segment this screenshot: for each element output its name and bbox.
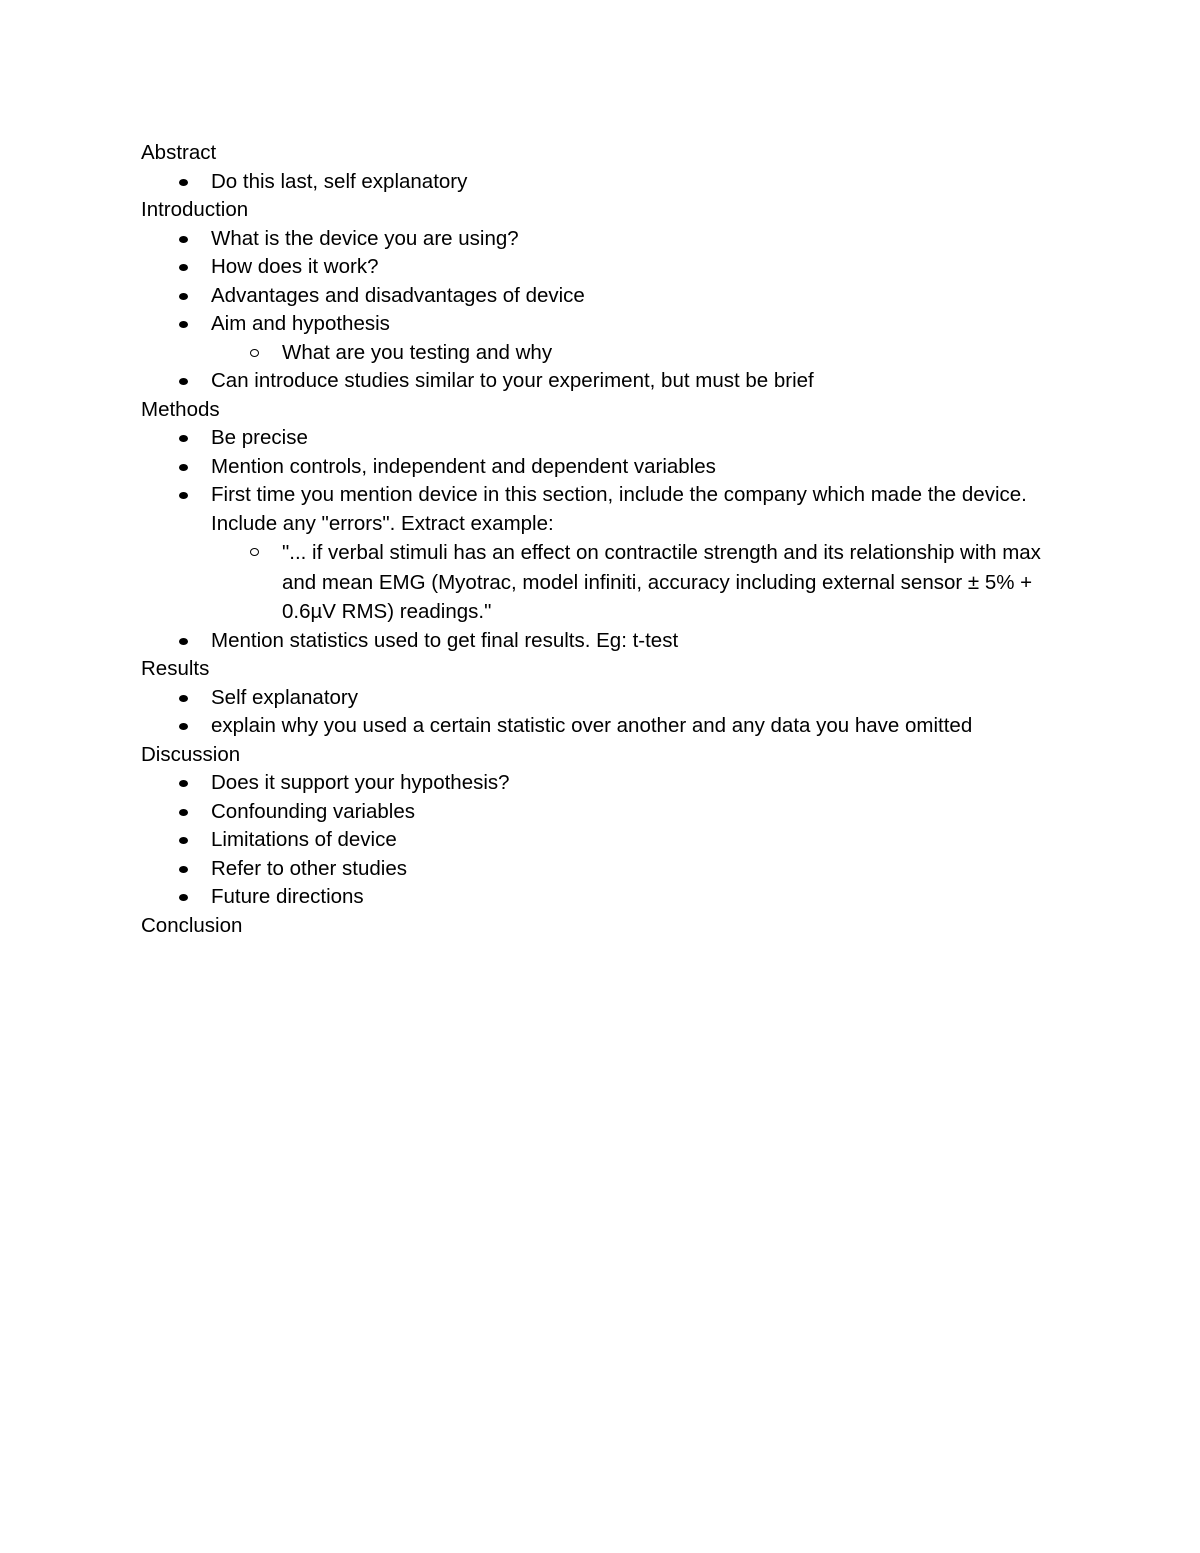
bullet-disc-icon xyxy=(179,435,188,442)
introduction-sublist xyxy=(141,339,1061,368)
list-item: First time you mention device in this section, include the company which made the device. Include any "errors". Extract example: xyxy=(141,481,1061,538)
bullet-disc-icon xyxy=(179,321,188,328)
bullet-disc-icon xyxy=(179,492,188,499)
methods-list xyxy=(141,424,1061,538)
bullet-disc-icon xyxy=(179,866,188,873)
discussion-list xyxy=(141,769,1061,912)
list-item: explain why you used a certain statistic over another and any data you have omitted xyxy=(141,712,1061,741)
introduction-list-continued xyxy=(141,367,1061,396)
list-item: Does it support your hypothesis? xyxy=(141,769,1061,798)
sub-list-item: What are you testing and why xyxy=(141,339,1061,368)
list-item: How does it work? xyxy=(141,253,1061,282)
section-heading-introduction: Introduction xyxy=(141,198,249,221)
abstract-list xyxy=(141,168,1061,197)
methods-list-continued xyxy=(141,627,1061,656)
list-item: Limitations of device xyxy=(141,826,1061,855)
bullet-disc-icon xyxy=(179,894,188,901)
list-item: Do this last, self explanatory xyxy=(141,168,1061,197)
list-item: Mention controls, independent and dependent variables xyxy=(141,453,1061,482)
section-heading-results: Results xyxy=(141,657,210,680)
list-item: Can introduce studies similar to your experiment, but must be brief xyxy=(141,367,1061,396)
list-item: Advantages and disadvantages of device xyxy=(141,282,1061,311)
list-item: Self explanatory xyxy=(141,684,1061,713)
bullet-circle-icon xyxy=(250,548,259,556)
bullet-disc-icon xyxy=(179,638,188,645)
section-heading-discussion: Discussion xyxy=(141,742,241,766)
list-item: Aim and hypothesis xyxy=(141,310,1061,339)
bullet-disc-icon xyxy=(179,179,188,186)
list-item: What is the device you are using? xyxy=(141,225,1061,254)
bullet-circle-icon xyxy=(250,349,259,357)
bullet-disc-icon xyxy=(179,809,188,816)
bullet-disc-icon xyxy=(179,837,188,844)
bullet-disc-icon xyxy=(179,464,188,471)
list-item: Confounding variables xyxy=(141,798,1061,827)
introduction-list xyxy=(141,225,1061,339)
bullet-disc-icon xyxy=(179,293,188,300)
bullet-disc-icon xyxy=(179,264,188,271)
bullet-disc-icon xyxy=(179,378,188,385)
document-body xyxy=(141,139,1061,940)
results-list xyxy=(141,684,1061,741)
bullet-disc-icon xyxy=(179,780,188,787)
list-item: Be precise xyxy=(141,424,1061,453)
list-item: Future directions xyxy=(141,883,1061,912)
section-heading-conclusion: Conclusion xyxy=(141,913,243,937)
methods-sublist xyxy=(141,538,1061,627)
section-heading-abstract: Abstract xyxy=(141,141,217,164)
bullet-disc-icon xyxy=(179,695,188,702)
list-item: Mention statistics used to get final results. Eg: t-test xyxy=(141,627,1061,656)
list-item: Refer to other studies xyxy=(141,855,1061,884)
sub-list-item: "... if verbal stimuli has an effect on contractile strength and its relationship with max and mean EMG (Myotrac, model infiniti, accuracy including external sensor ± 5% + 0.6µV RMS) readings." xyxy=(141,538,1061,627)
bullet-disc-icon xyxy=(179,723,188,730)
section-heading-methods: Methods xyxy=(141,397,220,421)
bullet-disc-icon xyxy=(179,236,188,243)
